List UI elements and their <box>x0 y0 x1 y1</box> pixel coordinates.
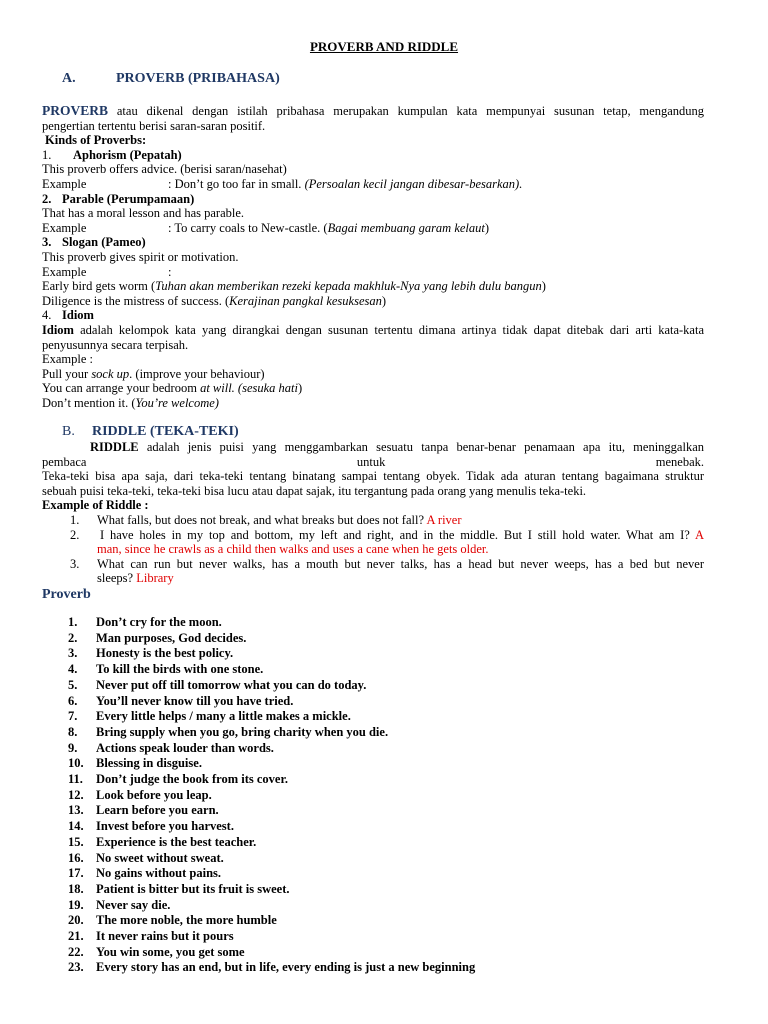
proverb-text: Every little helps / many a little makes a mickle. <box>96 709 351 724</box>
proverb-list-heading: Proverb <box>42 587 91 602</box>
riddle-answer-3: Library <box>136 571 174 586</box>
proverb-text: Invest before you harvest. <box>96 819 234 834</box>
parable-desc: That has a moral lesson and has parable. <box>42 206 245 221</box>
proverb-text: Actions speak louder than words. <box>96 740 274 755</box>
proverb-list-item <box>68 929 475 945</box>
kinds-label: Kinds of Proverbs: <box>45 133 147 148</box>
proverb-number: 14. <box>68 819 84 834</box>
idiom-example-3: Don’t mention it. (You’re welcome) <box>42 395 219 410</box>
proverb-list-item <box>68 756 475 772</box>
proverb-list-item <box>68 615 475 631</box>
proverb-text: To kill the birds with one stone. <box>96 662 264 677</box>
aphorism-desc: This proverb offers advice. (berisi saran/nasehat) <box>42 162 287 177</box>
proverb-number: 4. <box>68 662 78 677</box>
riddle-answer-2: man, since he crawls as a child then walks and uses a cane when he gets older. <box>97 542 489 557</box>
proverb-list-item <box>68 851 475 867</box>
proverb-number: 19. <box>68 897 84 912</box>
proverb-text: Experience is the best teacher. <box>96 834 257 849</box>
proverb-text: Bring supply when you go, bring charity when you die. <box>96 724 389 739</box>
proverb-intro-line2: pengertian tertentu berisi saran-saran positif. <box>42 118 266 133</box>
riddle-example-label: Example of Riddle : <box>42 498 149 513</box>
idiom-def-line2: penyusunnya secara terpisah. <box>42 337 189 352</box>
proverb-list-item <box>68 772 475 788</box>
proverb-list <box>68 615 475 976</box>
idiom-example-label: Example : <box>42 352 94 367</box>
proverb-text: Don’t cry for the moon. <box>96 615 222 629</box>
section-a-heading <box>62 72 280 87</box>
proverb-number: 16. <box>68 850 84 865</box>
proverb-text: Never say die. <box>96 897 171 912</box>
proverb-number: 9. <box>68 740 78 755</box>
proverb-number: 10. <box>68 756 84 771</box>
proverb-number: 15. <box>68 834 84 849</box>
proverb-list-item <box>68 709 475 725</box>
proverb-number: 20. <box>68 913 84 928</box>
parable-example: Example : To carry coals to New-castle. (Bagai membuang garam kelaut) <box>42 220 490 235</box>
proverb-number: 17. <box>68 866 84 881</box>
parable-heading: 2. Parable (Perumpamaan) <box>42 191 195 206</box>
proverb-list-item <box>68 725 475 741</box>
proverb-text: You win some, you get some <box>96 944 245 959</box>
proverb-number: 7. <box>68 709 78 724</box>
slogan-heading: 3. Slogan (Pameo) <box>42 235 146 250</box>
proverb-list-item <box>68 819 475 835</box>
section-a-letter: A. <box>62 71 76 86</box>
proverb-list-item <box>68 678 475 694</box>
proverb-list-item <box>68 835 475 851</box>
proverb-list-item <box>68 694 475 710</box>
riddle-def-line1: RIDDLE adalah jenis puisi yang menggambarkan sesuatu tanpa benar-benar penamaan apa itu, meninggalkan <box>90 440 705 454</box>
proverb-list-item <box>68 803 475 819</box>
aphorism-heading: 1. Aphorism (Pepatah) <box>42 147 182 162</box>
proverb-list-item <box>68 898 475 914</box>
proverb-number: 21. <box>68 929 84 944</box>
riddle-def-line2: pembaca untuk menebak. <box>42 454 704 469</box>
slogan-desc: This proverb gives spirit or motivation. <box>42 249 239 264</box>
aphorism-example: Example : Don’t go too far in small. (Persoalan kecil jangan dibesar-besarkan). <box>42 176 523 191</box>
proverb-text: Never put off till tomorrow what you can do today. <box>96 677 367 692</box>
proverb-text: Honesty is the best policy. <box>96 646 234 661</box>
proverb-number: 23. <box>68 960 84 975</box>
proverb-list-item <box>68 788 475 804</box>
proverb-number: 13. <box>68 803 84 818</box>
proverb-text: No sweet without sweat. <box>96 850 224 865</box>
proverb-text: Learn before you earn. <box>96 803 219 818</box>
proverb-number: 2. <box>68 630 78 645</box>
proverb-list-item <box>68 960 475 976</box>
proverb-list-item <box>68 945 475 961</box>
proverb-text: Man purposes, God decides. <box>96 630 247 645</box>
proverb-text: It never rains but it pours <box>96 929 234 944</box>
proverb-list-item <box>68 631 475 647</box>
proverb-text: Don’t judge the book from its cover. <box>96 772 289 787</box>
idiom-example-2: You can arrange your bedroom at will. (sesuka hati) <box>42 381 303 396</box>
slogan-example-label: Example : <box>42 264 172 279</box>
section-b-title: RIDDLE (TEKA-TEKI) <box>92 424 239 439</box>
proverb-number: 11. <box>68 772 83 787</box>
proverb-list-item <box>68 662 475 678</box>
proverb-text: You’ll never know till you have tried. <box>96 693 294 708</box>
idiom-example-1: Pull your sock up. (improve your behaviour) <box>42 366 265 381</box>
section-b-heading <box>62 425 239 440</box>
proverb-text: Blessing in disguise. <box>96 756 202 771</box>
proverb-text: No gains without pains. <box>96 866 222 881</box>
section-a-title: PROVERB (PRIBAHASA) <box>116 71 280 86</box>
proverb-list-item <box>68 882 475 898</box>
proverb-text: The more noble, the more humble <box>96 913 277 928</box>
proverb-list-item <box>68 646 475 662</box>
proverb-number: 3. <box>68 646 78 661</box>
section-b-letter: B. <box>62 424 75 439</box>
slogan-example-2: Diligence is the mistress of success. (Kerajinan pangkal kesuksesan) <box>42 293 387 308</box>
riddle-item-3: 3. What can run but never walks, has a mouth but never talks, has a head but never weeps, has a bed but never sleeps? Library <box>70 556 704 586</box>
proverb-number: 18. <box>68 881 84 896</box>
riddle-item-2: 2. I have holes in my top and bottom, my left and right, and in the middle. But I still hold water. What am I? A man, since he crawls as a child then walks and uses a cane when he gets older. <box>70 527 705 557</box>
proverb-number: 8. <box>68 724 78 739</box>
proverb-text: Every story has an end, but in life, every ending is just a new beginning <box>96 960 476 975</box>
proverb-list-item <box>68 913 475 929</box>
proverb-number: 5. <box>68 677 78 692</box>
slogan-example-1: Early bird gets worm (Tuhan akan memberikan rezeki kepada makhluk-Nya yang lebih dulu bangun) <box>42 279 546 294</box>
proverb-number: 12. <box>68 787 84 802</box>
section-b-body <box>42 440 704 586</box>
riddle-answer-1: A river <box>426 512 462 527</box>
proverb-number: 1. <box>68 615 78 629</box>
proverb-text: Look before you leap. <box>96 787 212 802</box>
idiom-def-line1: Idiom adalah kelompok kata yang dirangkai dengan susunan tertentu dimana artinya tidak dapat ditebak dari arti kata-kata <box>42 322 705 337</box>
proverb-number: 22. <box>68 944 84 959</box>
riddle-def-line4: sebuah puisi teka-teki, teka-teki bisa lucu atau dapat sajak, itu tergantung pada orang yang menulis teka-teki. <box>42 483 587 498</box>
proverb-number: 6. <box>68 693 78 708</box>
proverb-intro-line1: PROVERB atau dikenal dengan istilah pribahasa merupakan kumpulan kata mempunyai susunan tetap, mengandung <box>42 103 705 118</box>
proverb-list-item <box>68 866 475 882</box>
section-a-body <box>42 104 704 410</box>
proverb-text: Patient is bitter but its fruit is sweet. <box>96 881 290 896</box>
page-title: PROVERB AND RIDDLE <box>309 39 459 54</box>
proverb-term: PROVERB <box>42 103 109 118</box>
proverb-list-item <box>68 741 475 757</box>
riddle-item-1: 1. What falls, but does not break, and what breaks but does not fall? A river <box>70 512 462 527</box>
riddle-def-line3: Teka-teki bisa apa saja, dari teka-teki tentang binatang sampai tentang obyek. Tidak ada aturan tentang bagaimana struktur <box>42 469 704 484</box>
idiom-heading: 4. Idiom <box>42 308 94 323</box>
